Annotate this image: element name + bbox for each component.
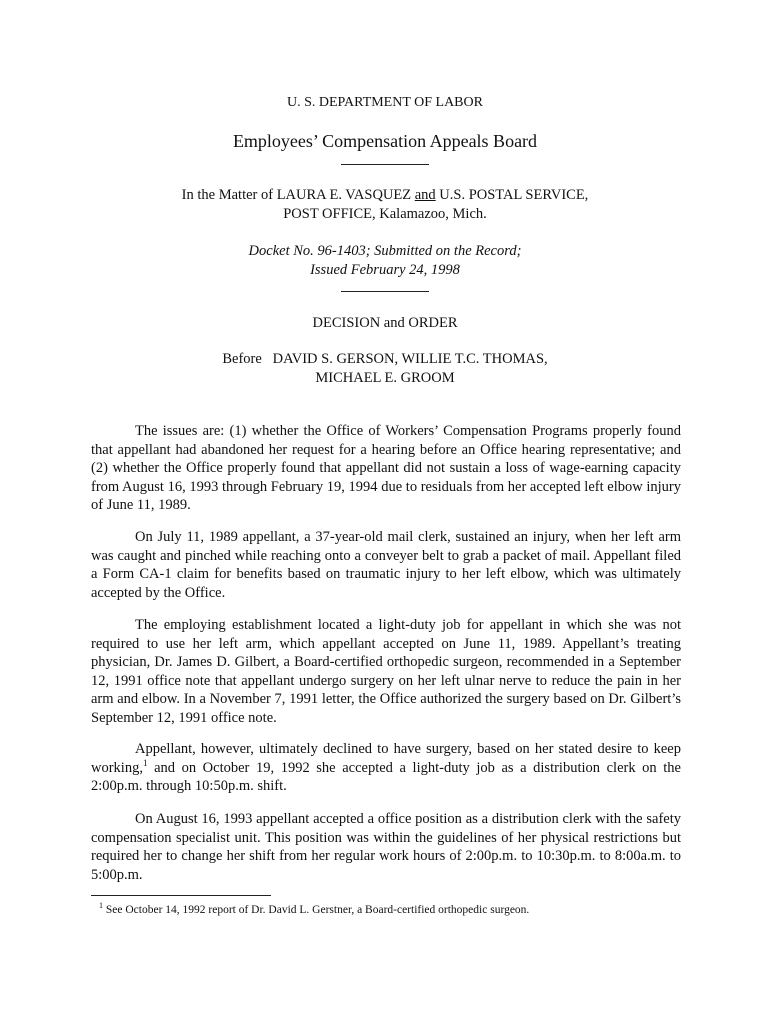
- board-title: Employees’ Compensation Appeals Board: [232, 131, 538, 151]
- panel-line-1: Before DAVID S. GERSON, WILLIE T.C. THOMAS,: [222, 351, 548, 367]
- case-caption-line-1: [0, 186, 770, 205]
- body-paragraph-2: [91, 528, 681, 614]
- paragraph-text: On August 16, 1993 appellant accepted a office position as a distribution clerk with the safety compensation specialist unit. This position was within the guidelines of her physical restrictions but required her to change her shift from her regular work hours of 2:00p.m. to 10:30p.m. to 8:00a.m. to 5:00p.m.: [91, 811, 681, 883]
- department-heading: U. S. DEPARTMENT OF LABOR: [287, 95, 483, 110]
- caption-prefix: In the Matter of LAURA E. VASQUEZ: [181, 187, 415, 203]
- paragraph-text: On July 11, 1989 appellant, a 37-year-old mail clerk, sustained an injury, when her left arm was caught and pinched while reaching onto a conveyer belt to grab a packet of mail. Appellant filed a Form CA-1 claim for benefits based on traumatic injury to her left elbow, which was ultimately accepted by the Office.: [91, 529, 681, 601]
- panel-members: [0, 350, 770, 388]
- footnote-mark: 1: [99, 901, 103, 911]
- case-caption-line-2: POST OFFICE, Kalamazoo, Mich.: [283, 206, 487, 222]
- paragraph-text-part: Appellant, however, ultimately declined to have surgery, based on her stated desire to keep working,: [91, 741, 681, 776]
- caption-and: and: [414, 187, 436, 203]
- paragraph-text-part: and on October 19, 1992 she accepted a light-duty job as a distribution clerk on the 2:00p.m. through 10:50p.m. shift.: [91, 759, 681, 795]
- decision-title: DECISION and ORDER: [312, 315, 458, 331]
- docket-line-1: Docket No. 96-1403; Submitted on the Record;: [248, 243, 522, 259]
- docket-line-2: Issued February 24, 1998: [310, 262, 460, 278]
- paragraph-text: The employing establishment located a light-duty job for appellant in which she was not required to use her left arm, which appellant accepted on June 11, 1989. Appellant’s treating physician, Dr. James D. Gilbert, a Board-certified orthopedic surgeon, recommended in a September 12, 1991 office note that appellant undergo surgery on her left ulnar nerve to reduce the pain in her arm and elbow. In a November 7, 1991 letter, the Office authorized the surgery based on Dr. Gilbert’s September 12, 1991 office note.: [91, 617, 681, 726]
- case-caption: [0, 186, 770, 224]
- footnote-reference[interactable]: 1: [142, 757, 148, 768]
- docket-divider: [341, 291, 429, 292]
- panel-line-2: MICHAEL E. GROOM: [315, 370, 455, 386]
- body-paragraph-5: [91, 810, 681, 896]
- docket-info: [0, 242, 770, 280]
- paragraph-text: The issues are: (1) whether the Office of Workers’ Compensation Programs properly found that appellant had abandoned her request for a hearing before an Office hearing representative; and (2) whether the Office properly found that appellant did not sustain a loss of wage-earning capacity from August 16, 1993 through February 19, 1994 due to residuals from her accepted left elbow injury of June 11, 1989.: [91, 423, 681, 514]
- footnote-text: See October 14, 1992 report of Dr. David L. Gerstner, a Board-certified orthopedic surgeon.: [103, 904, 530, 916]
- caption-suffix: U.S. POSTAL SERVICE,: [435, 187, 589, 203]
- body-paragraph-4: [91, 740, 681, 808]
- footnote: [91, 903, 681, 918]
- paragraph-text: [91, 740, 681, 796]
- footnote-separator: [91, 895, 271, 896]
- body-paragraph-3: [91, 616, 681, 740]
- title-divider: [341, 164, 429, 165]
- body-paragraph-1: [91, 422, 681, 527]
